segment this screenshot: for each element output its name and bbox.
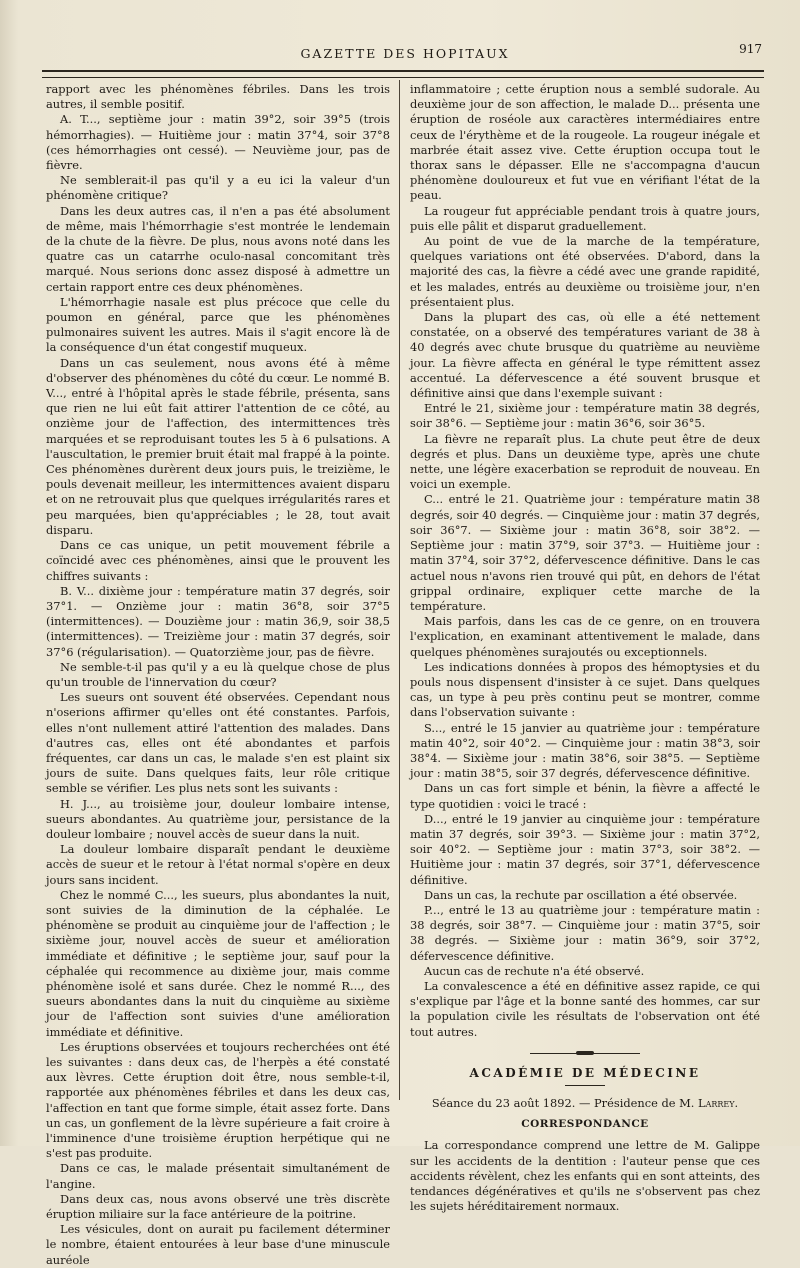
paragraph: La convalescence a été en définitive assez rapide, ce qui s'explique par l'âge et la bonne santé des hommes, car sur la population civile les résultats de l'observation ont été tout autres.: [410, 978, 760, 1039]
paragraph: Ne semblerait-il pas qu'il y a eu ici la valeur d'un phénomène critique?: [46, 173, 390, 203]
paragraph: Dans un cas seulement, nous avons été à même d'observer des phénomènes du côté du cœur. Le nommé B. V..., entré à l'hôpital après le stade fébrile, présenta, sans que rien ne lui eût fait attirer l'attention de ce côté, au onzième jour de l'affection, des intermittences très marquées et se reproduisant toutes les 5 à 6 pulsations. A l'auscultation, le premier bruit était mal frappé à la pointe. Ces phénomènes durèrent deux jours puis, le treizième, le pouls devenait meilleur, les intermittences avaient disparu et on ne retrouvait plus que quelques irrégularités rares et peu marquées, bien qu'appréciables ; le 28, tout avait disparu.: [46, 355, 390, 537]
paragraph: B. V... dixième jour : température matin 37 degrés, soir 37°1. — Onzième jour : matin 36°8, soir 37°5 (intermittences). — Douzième jour : matin 36,9, soir 38,5 (intermittences). — Treizième jour : matin 37 degrés, soir 37°6 (régularisation). — Quatorzième jour, pas de fièvre.: [46, 583, 390, 659]
paragraph: L'hémorrhagie nasale est plus précoce que celle du poumon en général, parce que les phénomènes pulmonaires suivent les autres. Mais il s'agit encore là de la conséquence d'un état congestif muqueux.: [46, 294, 390, 355]
paragraph: La douleur lombaire disparaît pendant le deuxième accès de sueur et le retour à l'état normal s'opère en deux jours sans incident.: [46, 842, 390, 887]
page-number: 917: [739, 42, 762, 56]
paragraph: Dans la plupart des cas, où elle a été nettement constatée, on a observé des températures variant de 38 à 40 degrés avec chute brusque du quatrième au neuvième jour. La fièvre affecta en général le type rémittent assez accentué. La défervescence a été souvent brusque et définitive ainsi que dans l'exemple suivant :: [410, 310, 760, 401]
section-ornament: [530, 1050, 640, 1058]
paragraph: H. J..., au troisième jour, douleur lombaire intense, sueurs abondantes. Au quatrième jour, persistance de la douleur lombaire ; nouvel accès de sueur dans la nuit.: [46, 796, 390, 841]
paragraph: rapport avec les phénomènes fébriles. Dans les trois autres, il semble positif.: [46, 82, 390, 112]
paragraph: Les sueurs ont souvent été observées. Cependant nous n'oserions affirmer qu'elles ont été constantes. Parfois, elles n'ont nullement attiré l'attention des malades. Dans d'autres cas, elles ont été abondantes et parfois fréquentes, car dans un cas, le malade s'en est plaint six jours de suite. Dans quelques faits, leur rôle critique semble se vérifier. Les plus nets sont les suivants :: [46, 690, 390, 796]
paragraph: S..., entré le 15 janvier au quatrième jour : température matin 40°2, soir 40°2. — Cinquième jour : matin 38°3, soir 38°4. — Sixième jour : matin 38°6, soir 38°5. — Septième jour : matin 38°5, soir 37 degrés, défervescence définitive.: [410, 720, 760, 781]
session-prefix: Séance du 23 août 1892. — Présidence de M.: [431, 1096, 699, 1110]
paragraph: Mais parfois, dans les cas de ce genre, on en trouvera l'explication, en examinant attentivement le malade, dans quelques phénomènes surajoutés ou exceptionnels.: [410, 614, 760, 659]
paragraph: Dans deux cas, nous avons observé une très discrète éruption miliaire sur la face antérieure de la poitrine.: [46, 1191, 390, 1222]
subsection-title: CORRESPONDANCE: [521, 1118, 649, 1131]
paragraph: Les indications données à propos des hémoptysies et du pouls nous dispensent d'insister à ce sujet. Dans quelques cas, un type à peu près continu peut se montrer, comme dans l'observation suivante :: [410, 659, 760, 720]
paragraph: Les éruptions observées et toujours recherchées ont été les suivantes : dans deux cas, de l'herpès a été constaté aux lèvres. Cette éruption doit être, nous semble-t-il, rapportée aux phénomènes fébriles et dans les deux cas, l'affection en tant que forme simple, était assez forte. Dans un cas, un gonflement de la lèvre supérieure a fait croire à l'imminence d'une troisième éruption herpétique qui ne s'est pas produite.: [46, 1039, 390, 1161]
paragraph: P..., entré le 13 au quatrième jour : température matin : 38 degrés, soir 38°7. — Cinquième jour : matin 37°5, soir 38 degrés. — Sixième jour : matin 36°9, soir 37°2, défervescence définitive.: [410, 902, 760, 963]
header-rule: [42, 70, 764, 78]
running-title: GAZETTE DES HOPITAUX: [300, 46, 510, 61]
section-title: ACADÉMIE DE MÉDECINE: [469, 1065, 701, 1080]
paragraph: Les vésicules, dont on aurait pu facilement déterminer le nombre, étaient entourées à leur base d'une minuscule auréole: [46, 1222, 390, 1267]
session-line: [410, 1096, 760, 1111]
short-rule: [565, 1085, 605, 1086]
paragraph: D..., entré le 19 janvier au cinquième jour : température matin 37 degrés, soir 39°3. — Sixième jour : matin 37°2, soir 40°2. — Septième jour : matin 37°3, soir 38°2. — Huitième jour : matin 37 degrés, soir 37°1, défervescence définitive.: [410, 811, 760, 887]
paragraph: La fièvre ne reparaît plus. La chute peut être de deux degrés et plus. Dans un deuxième type, après une chute nette, une légère exacerbation se reproduit de nouveau. En voici un exemple.: [410, 431, 760, 492]
paragraph: C... entré le 21. Quatrième jour : température matin 38 degrés, soir 40 degrés. — Cinquième jour : matin 37 degrés, soir 36°7. — Sixième jour : matin 36°8, soir 38°2. — Septième jour : matin 37°9, soir 37°3. — Huitième jour : matin 37°4, soir 37°2, défervescence définitive. Dans le cas actuel nous n'avons rien trouvé qui pût, en dehors de l'état grippal ordinaire, expliquer cette marche de la température.: [410, 492, 760, 613]
paragraph: Dans un cas, la rechute par oscillation a été observée.: [424, 887, 738, 902]
paragraph: inflammatoire ; cette éruption nous a semblé sudorale. Au deuxième jour de son affection, le malade D... présenta une éruption de roséole aux caractères intermédiaires entre ceux de l'érythème et de la rougeole. La rougeur inégale et marbrée était assez vive. Cette éruption occupa tout le thorax sans le dépasser. Elle ne s'accompagna d'aucun phénomène douloureux et fut vue en vérifiant l'état de la peau.: [410, 82, 760, 203]
paragraph: La correspondance comprend une lettre de M. Galippe sur les accidents de la dentition : l'auteur pense que ces accidents révèlent, chez les enfants qui en sont atteints, des tendances dégénératives et qu'ils ne s'observent pas chez les sujets héréditairement normaux.: [410, 1138, 760, 1214]
paragraph: La rougeur fut appréciable pendant trois à quatre jours, puis elle pâlit et disparut graduellement.: [410, 203, 760, 233]
paragraph: Dans les deux autres cas, il n'en a pas été absolument de même, mais l'hémorrhagie s'est montrée le lendemain de la chute de la fièvre. De plus, nous avons noté dans les quatre cas un catarrhe oculo-nasal concomitant très marqué. Nous serions donc assez disposé à admettre un certain rapport entre ces deux phénomènes.: [46, 203, 390, 294]
paragraph: Dans un cas fort simple et bénin, la fièvre a affecté le type quotidien : voici le tracé :: [410, 781, 760, 811]
paragraph: Aucun cas de rechute n'a été observé.: [424, 963, 645, 978]
left-column: [46, 82, 390, 1268]
president-name: Larrey: [698, 1096, 735, 1110]
paragraph: Chez le nommé C..., les sueurs, plus abondantes la nuit, sont suivies de la diminution de la céphalée. Le phénomène se produit au cinquième jour de l'affection ; le sixième jour, nouvel accès de sueur et amélioration immédiate et définitive ; le septième jour, sauf pour la céphalée qui recommence au dixième jour, mais comme phénomène isolé et sans durée. Chez le nommé R..., des sueurs abondantes dans la nuit du cinquième au sixième jour de l'affection sont suivies d'une amélioration immédiate et définitive.: [46, 887, 390, 1039]
paragraph: Au point de vue de la marche de la température, quelques variations ont été observées. D'abord, dans la majorité des cas, la fièvre a cédé avec une grande rapidité, et les malades, entrés au deuxième ou troisième jour, n'en présentaient plus.: [410, 234, 760, 309]
paragraph: Dans ce cas unique, un petit mouvement fébrile a coïncidé avec ces phénomènes, ainsi que le prouvent les chiffres suivants :: [46, 538, 390, 583]
column-divider: [399, 80, 400, 1100]
paragraph: Ne semble-t-il pas qu'il y a eu là quelque chose de plus qu'un trouble de l'innervation du cœur?: [46, 659, 390, 689]
page-header: [40, 40, 770, 70]
right-column: [410, 82, 760, 1214]
paragraph: Entré le 21, sixième jour : température matin 38 degrés, soir 38°6. — Septième jour : matin 36°6, soir 36°5.: [410, 401, 760, 431]
session-suffix: .: [734, 1096, 739, 1110]
paragraph: A. T..., septième jour : matin 39°2, soir 39°5 (trois hémorrhagies). — Huitième jour : matin 37°4, soir 37°8 (ces hémorrhagies ont cessé). — Neuvième jour, pas de fièvre.: [46, 112, 390, 173]
paragraph: Dans ce cas, le malade présentait simultanément de l'angine.: [46, 1161, 390, 1191]
